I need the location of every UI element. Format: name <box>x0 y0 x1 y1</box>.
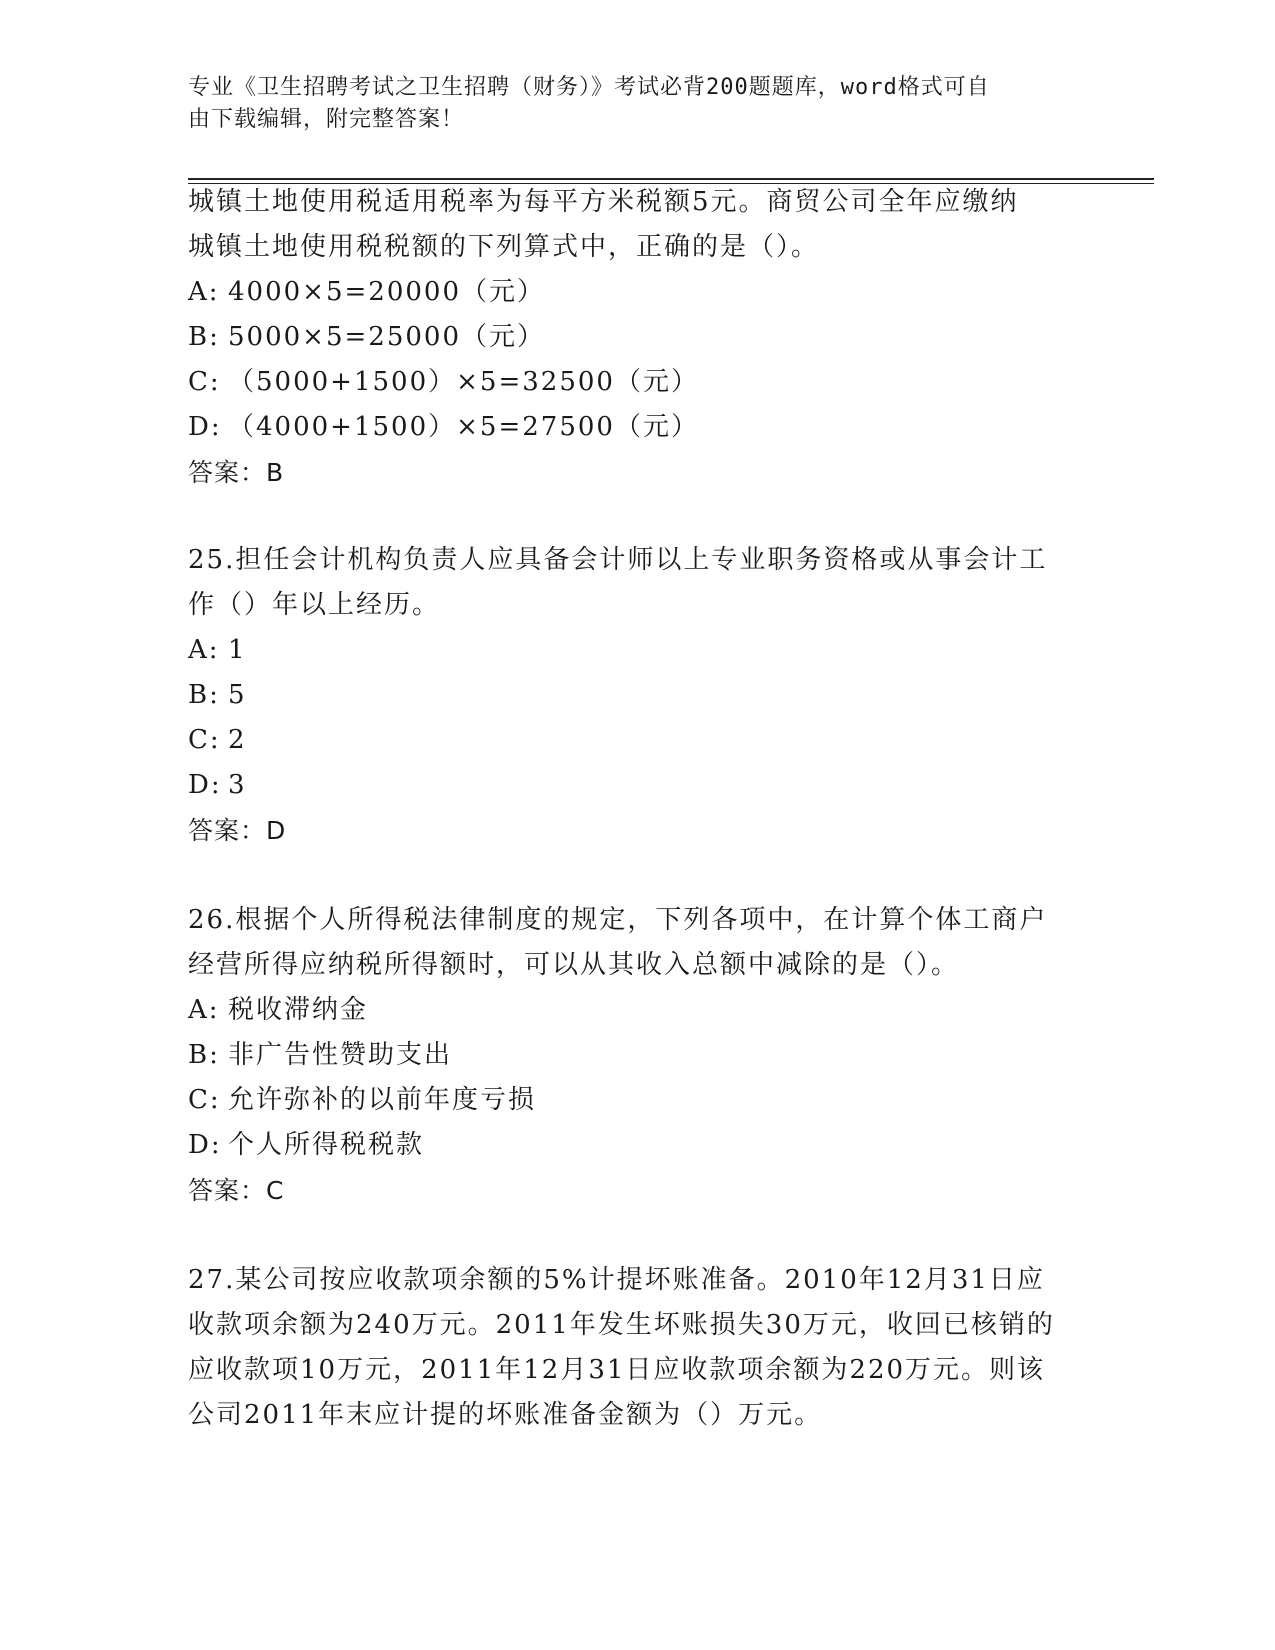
header-note-line-1: 专业《卫生招聘考试之卫生招聘（财务）》考试必背200题题库，word格式可自 <box>188 75 990 100</box>
option-a <box>188 988 1088 1033</box>
option-text: 5 <box>228 680 247 710</box>
option-text: （5000+1500）×5=32500（元） <box>228 367 699 397</box>
option-key: D: <box>188 412 222 442</box>
option-d <box>188 763 1088 808</box>
option-c <box>188 360 1088 405</box>
option-key: D: <box>188 1130 222 1160</box>
question-stem-line: 城镇土地使用税适用税率为每平方米税额5元。商贸公司全年应缴纳 <box>188 187 1019 217</box>
option-key: B: <box>188 322 220 352</box>
option-key: A: <box>188 277 220 307</box>
option-key: C: <box>188 1085 221 1115</box>
option-d <box>188 1123 1088 1168</box>
answer-line: 答案：B <box>188 458 285 487</box>
option-b <box>188 673 1088 718</box>
option-key: B: <box>188 680 220 710</box>
question-stem-line: 应收款项10万元，2011年12月31日应收款项余额为220万元。则该 <box>188 1355 1046 1385</box>
header-note-line-2: 由下载编辑，附完整答案！ <box>188 107 465 132</box>
option-key: C: <box>188 367 221 397</box>
option-text: 个人所得税税款 <box>228 1130 425 1160</box>
option-c <box>188 718 1088 763</box>
option-a <box>188 270 1088 315</box>
question-block-26 <box>188 898 1088 1213</box>
question-stem-line: 27.某公司按应收款项余额的5%计提坏账准备。2010年12月31日应 <box>188 1265 1045 1295</box>
question-block-27 <box>188 1258 1088 1438</box>
option-text: 1 <box>228 635 247 665</box>
option-text: 税收滞纳金 <box>228 995 369 1025</box>
option-key: B: <box>188 1040 220 1070</box>
answer-line: 答案：C <box>188 1176 285 1205</box>
answer-line: 答案：D <box>188 816 287 845</box>
option-a <box>188 628 1088 673</box>
option-key: A: <box>188 995 220 1025</box>
option-text: （4000+1500）×5=27500（元） <box>228 412 699 442</box>
option-text: 允许弥补的以前年度亏损 <box>228 1085 537 1115</box>
option-c <box>188 1078 1088 1123</box>
option-key: A: <box>188 635 220 665</box>
option-d <box>188 405 1088 450</box>
question-stem-line: 收款项余额为240万元。2011年发生坏账损失30万元，收回已核销的 <box>188 1310 1055 1340</box>
option-b <box>188 1033 1088 1078</box>
header-note <box>188 72 1088 136</box>
option-key: C: <box>188 725 221 755</box>
option-text: 2 <box>228 725 247 755</box>
question-stem-line: 公司2011年末应计提的坏账准备金额为（）万元。 <box>188 1400 823 1430</box>
question-stem-line: 作（）年以上经历。 <box>188 590 441 620</box>
option-key: D: <box>188 770 222 800</box>
option-text: 3 <box>228 770 247 800</box>
option-text: 4000×5=20000（元） <box>228 277 545 307</box>
question-stem-line: 经营所得应纳税所得额时，可以从其收入总额中减除的是（）。 <box>188 950 960 980</box>
option-text: 5000×5=25000（元） <box>228 322 545 352</box>
question-stem-line: 25.担任会计机构负责人应具备会计师以上专业职务资格或从事会计工 <box>188 545 1048 575</box>
question-block-24 <box>188 180 1088 495</box>
question-block-25 <box>188 538 1088 853</box>
question-stem-line: 26.根据个人所得税法律制度的规定，下列各项中，在计算个体工商户 <box>188 905 1048 935</box>
option-b <box>188 315 1088 360</box>
option-text: 非广告性赞助支出 <box>228 1040 453 1070</box>
question-stem-line: 城镇土地使用税税额的下列算式中，正确的是（）。 <box>188 232 820 262</box>
